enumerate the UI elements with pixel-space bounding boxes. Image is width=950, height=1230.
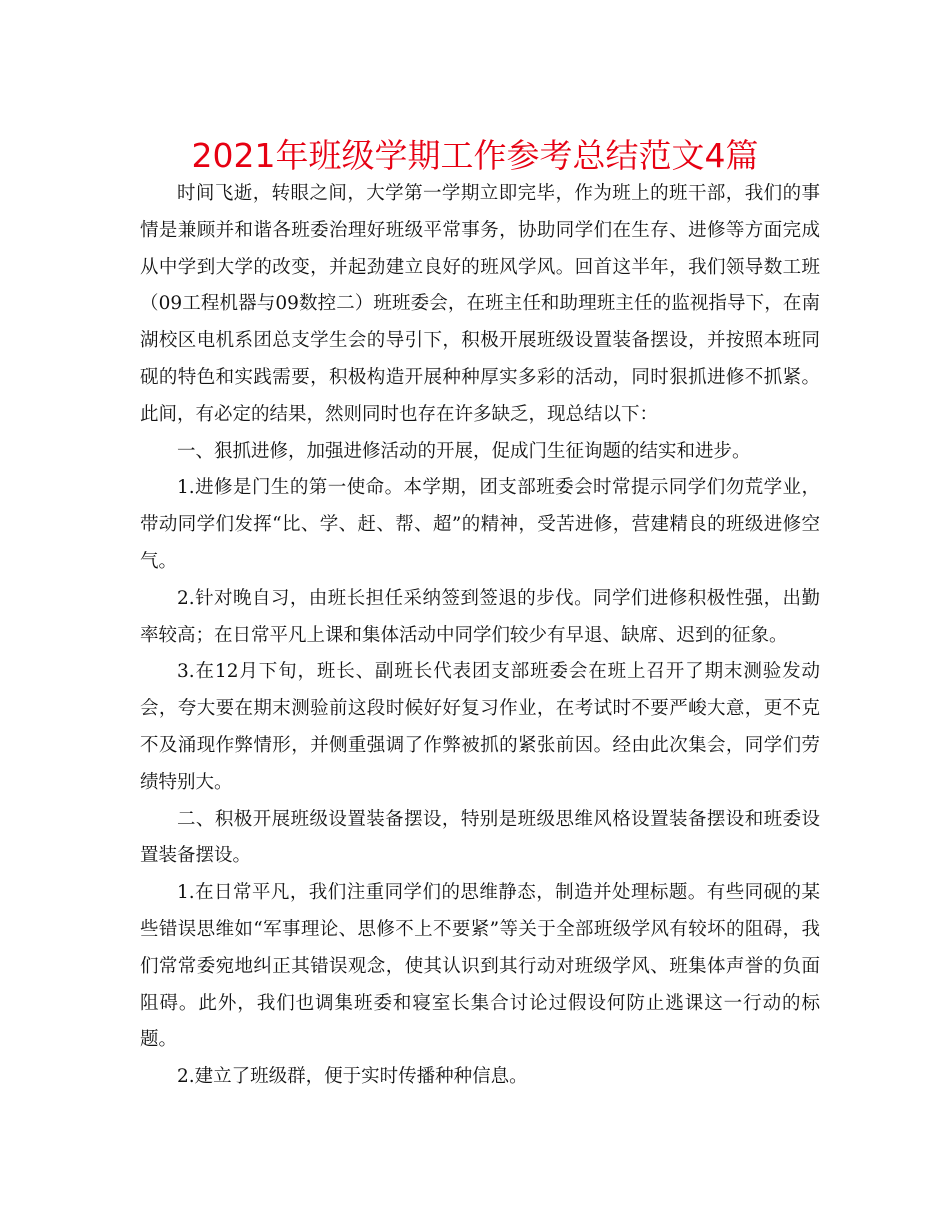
paragraph-section-1-heading: 一、狠抓进修，加强进修活动的开展，促成门生征询题的结实和进步。	[177, 440, 751, 462]
paragraph-item-2-1: 1.在日常平凡，我们注重同学们的思维静态，制造并处理标题。有些同砚的某些错误思维如“军事理论、思修不上不要紧”等关于全部班级学风有较坏的阻碍，我们常常委宛地纠正其错误观念，使其认识到其行动对班级学风、班集体声誉的负面阻碍。此外，我们也调集班委和寝室长集合讨论过假设何防止逃课这一行动的标题。	[140, 882, 820, 1051]
paragraph-item-1-2: 2.针对晚自习，由班长担任采纳签到签退的步伐。同学们进修积极性强，出勤率较高；在日常平凡上课和集体活动中同学们较少有早退、缺席、迟到的征象。	[140, 587, 820, 646]
document-title: 2021年班级学期工作参考总结范文4篇	[191, 136, 759, 175]
paragraph-item-1-3: 3.在12月下旬，班长、副班长代表团支部班委会在班上召开了期末测验发动会，夸大要在期末测验前这段时候好好复习作业，在考试时不要严峻大意，更不克不及涌现作弊情形，并侧重强调了作弊被抓的紧张前因。经由此次集会，同学们劳绩特别大。	[140, 661, 820, 793]
paragraph-item-1-1: 1.进修是门生的第一使命。本学期，团支部班委会时常提示同学们勿荒学业，带动同学们发挥“比、学、赶、帮、超”的精神，受苦进修，营建精良的班级进修空气。	[140, 477, 820, 572]
document-body	[140, 176, 820, 1096]
paragraph-intro: 时间飞逝，转眼之间，大学第一学期立即完毕，作为班上的班干部，我们的事情是兼顾并和谐各班委治理好班级平常事务，协助同学们在生存、进修等方面完成从中学到大学的改变，并起劲建立良好的班风学风。回首这半年，我们领导数工班（09工程机器与09数控二）班班委会，在班主任和助理班主任的监视指导下，在南湖校区电机系团总支学生会的导引下，积极开展班级设置装备摆设，并按照本班同砚的特色和实践需要，积极构造开展种种厚实多彩的活动，同时狠抓进修不抓紧。此间，有必定的结果，然则同时也存在许多缺乏，现总结以下：	[140, 183, 820, 425]
paragraph-section-2-heading: 二、积极开展班级设置装备摆设，特别是班级思维风格设置装备摆设和班委设置装备摆设。	[140, 808, 820, 867]
paragraph-item-2-2: 2.建立了班级群，便于实时传播种种信息。	[177, 1066, 528, 1088]
